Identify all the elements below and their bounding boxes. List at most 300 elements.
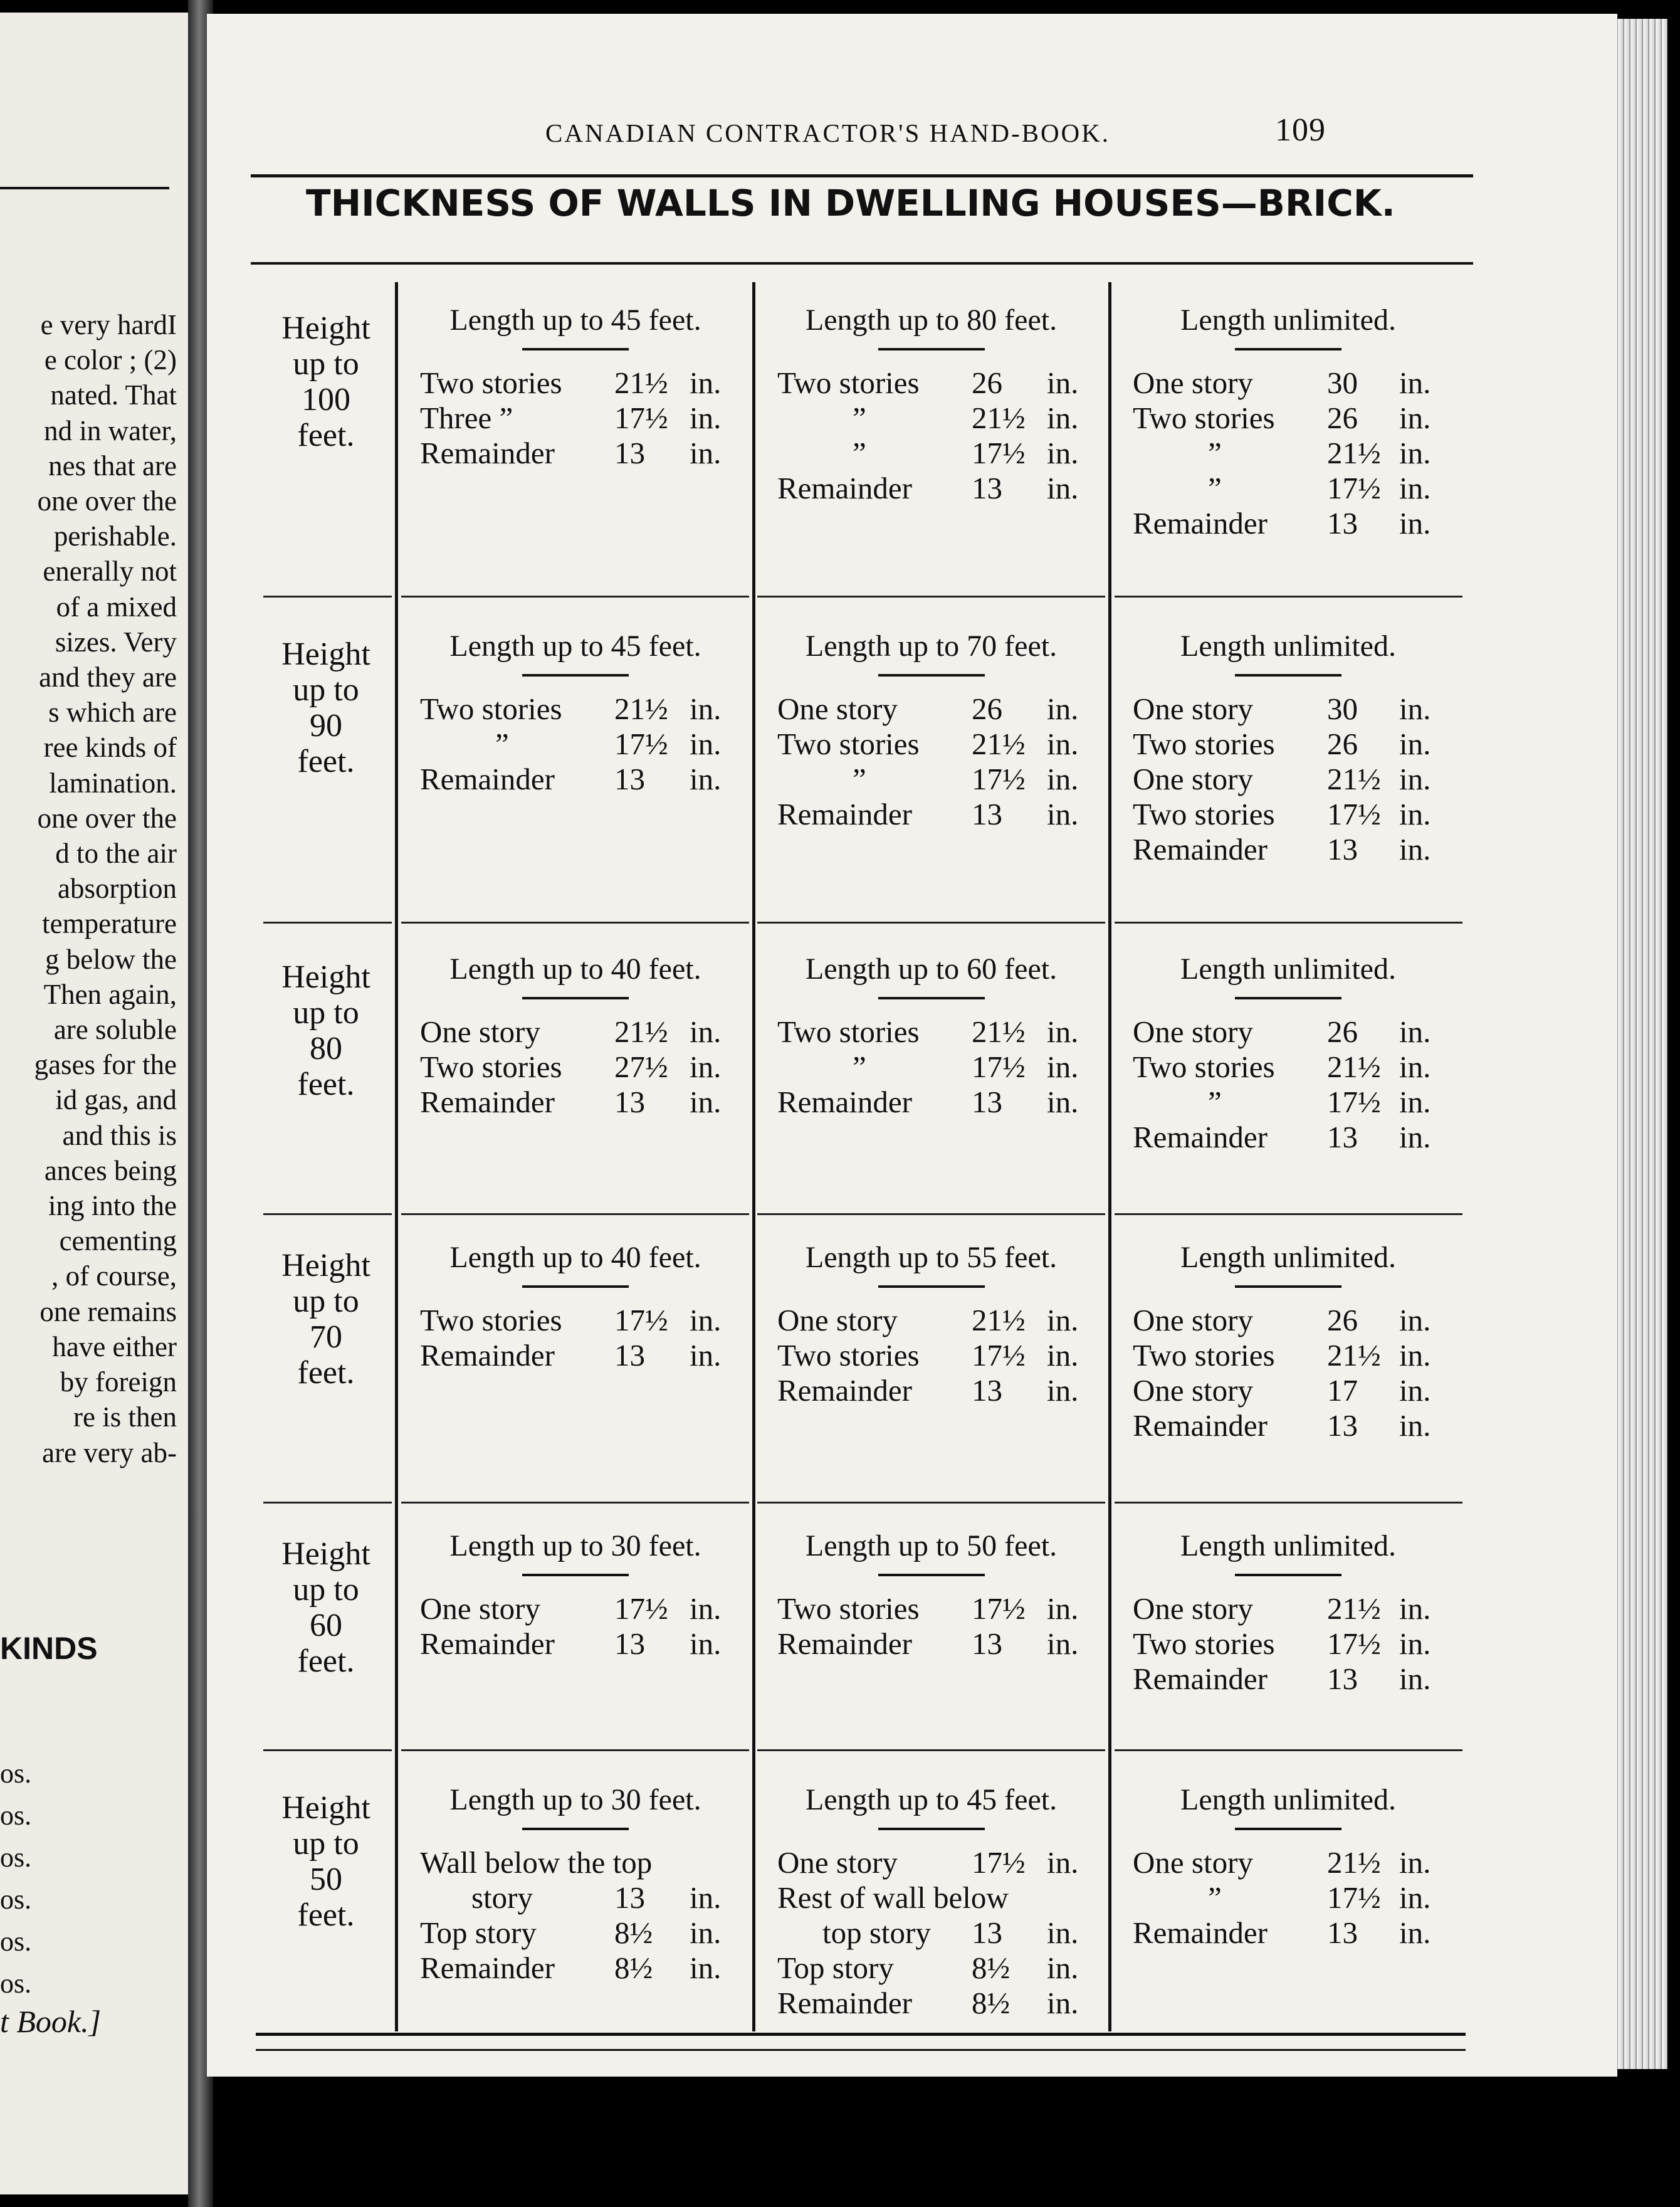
entry-value: 21½ xyxy=(1327,762,1381,796)
entry-list xyxy=(420,366,740,471)
entry-unit: in. xyxy=(690,692,722,726)
entry-unit: in. xyxy=(1047,1303,1079,1337)
row-separator xyxy=(757,922,1105,924)
left-page-list-item: os. xyxy=(0,1884,32,1915)
entry-unit: in. xyxy=(690,401,722,435)
entry-label: Remainder xyxy=(777,1085,912,1119)
height-label-line: up to xyxy=(293,995,359,1031)
entry-unit: in. xyxy=(690,1591,722,1626)
entry-value: 26 xyxy=(972,366,1002,400)
row-separator xyxy=(1115,596,1462,598)
left-page-line: nes that are xyxy=(48,450,177,482)
heading-underline xyxy=(1235,1285,1341,1288)
entry-value: 17½ xyxy=(972,436,1026,470)
header-rule xyxy=(251,174,1473,177)
column-heading: Length up to 70 feet. xyxy=(805,629,1058,663)
entry-label: One story xyxy=(1133,762,1253,796)
entry-list xyxy=(1133,1014,1452,1155)
left-page-line: id gas, and xyxy=(55,1084,177,1116)
entry-value: 26 xyxy=(1327,1014,1358,1049)
entry-unit: in. xyxy=(1399,1120,1431,1154)
entry-unit: in. xyxy=(690,366,722,400)
entry-label: Remainder xyxy=(420,1338,555,1372)
entry-label: ” xyxy=(1208,1085,1222,1119)
entry-label: Three ” xyxy=(420,401,513,435)
left-page-line: and they are xyxy=(39,661,177,693)
entry-label: Two stories xyxy=(420,366,562,400)
entry-row xyxy=(777,797,1094,832)
entry-label: Remainder xyxy=(420,762,555,796)
height-label-line: up to xyxy=(293,672,359,708)
entry-list xyxy=(777,692,1094,832)
entry-value: 26 xyxy=(1327,727,1358,761)
entry-unit: in. xyxy=(1047,1845,1079,1880)
entry-row xyxy=(420,692,740,727)
entry-row xyxy=(420,727,740,762)
entry-unit: in. xyxy=(1399,1014,1431,1049)
heading-underline xyxy=(1235,348,1341,350)
height-label-line: 70 xyxy=(310,1319,342,1355)
column-heading: Length up to 40 feet. xyxy=(449,1241,701,1274)
heading-underline xyxy=(878,997,985,999)
entry-row xyxy=(420,1880,740,1915)
entry-row xyxy=(777,1591,1094,1626)
column-heading: Length unlimited. xyxy=(1180,1241,1396,1274)
entry-row xyxy=(1133,1014,1452,1050)
entry-value: 26 xyxy=(972,692,1002,726)
entry-unit: in. xyxy=(1047,1915,1079,1950)
heading-underline xyxy=(522,1828,629,1830)
entry-label: Remainder xyxy=(777,1626,912,1661)
entry-row xyxy=(1133,436,1452,471)
entry-label: ” xyxy=(853,762,866,796)
height-label-line: 60 xyxy=(310,1608,342,1643)
height-label-line: up to xyxy=(293,1826,359,1862)
entry-row xyxy=(777,1338,1094,1373)
entry-label: Top story xyxy=(420,1915,537,1950)
entry-value: 8½ xyxy=(972,1951,1011,1985)
row-separator xyxy=(401,1749,749,1751)
left-page-line: e color ; (2) xyxy=(44,344,177,376)
entry-row xyxy=(1133,797,1452,832)
height-label xyxy=(263,1248,389,1391)
entry-value: 21½ xyxy=(972,1014,1026,1049)
heading-underline xyxy=(1235,997,1341,999)
left-page-line: of a mixed xyxy=(56,591,177,623)
entry-value: 13 xyxy=(614,1085,645,1119)
left-page-line: , of course, xyxy=(51,1260,177,1292)
entry-label: One story xyxy=(1133,1373,1253,1408)
left-page-footer: t Book.] xyxy=(0,2004,102,2039)
entry-row xyxy=(777,1303,1094,1338)
entry-row xyxy=(420,1591,740,1626)
left-page-line: g below the xyxy=(45,943,177,975)
height-label-line: 80 xyxy=(310,1031,342,1067)
entry-unit: in. xyxy=(1047,401,1079,435)
entry-value: 21½ xyxy=(1327,1591,1381,1626)
entry-row xyxy=(420,1085,740,1120)
entry-unit: in. xyxy=(1399,1338,1431,1372)
row-separator xyxy=(1115,922,1462,924)
entry-row xyxy=(1133,1591,1452,1626)
column-heading: Length up to 60 feet. xyxy=(805,952,1058,986)
entry-label: Remainder xyxy=(777,1373,912,1408)
bottom-rule-thin xyxy=(256,2049,1466,2051)
entry-unit: in. xyxy=(1399,1662,1431,1696)
entry-unit: in. xyxy=(1399,1408,1431,1443)
entry-value: 27½ xyxy=(614,1050,668,1084)
entry-label: Two stories xyxy=(1133,797,1275,831)
entry-unit: in. xyxy=(1399,1626,1431,1661)
entry-row xyxy=(777,727,1094,762)
row-separator xyxy=(401,1502,749,1504)
left-page-line: e very hardΙ xyxy=(40,309,177,340)
entry-row xyxy=(420,366,740,401)
entry-value: 17½ xyxy=(1327,1626,1381,1661)
left-page-line: by foreign xyxy=(60,1366,177,1398)
entry-row xyxy=(1133,401,1452,436)
entry-unit: in. xyxy=(690,1915,722,1950)
entry-row xyxy=(420,436,740,471)
entry-label: ” xyxy=(853,436,866,470)
entry-value: 21½ xyxy=(1327,436,1381,470)
left-page-line: absorption xyxy=(58,873,177,905)
left-page-line: are very ab- xyxy=(42,1436,177,1468)
row-separator xyxy=(263,922,392,924)
page-title: THICKNESS OF WALLS IN DWELLING HOUSES—BRICK. xyxy=(306,182,1395,224)
entry-row xyxy=(1133,1303,1452,1338)
column-heading: Length unlimited. xyxy=(1180,1783,1396,1816)
left-page-line: ree kinds of xyxy=(43,732,177,764)
height-label xyxy=(263,1536,389,1679)
entry-unit: in. xyxy=(1047,1986,1079,2020)
height-label-line: Height xyxy=(281,1790,370,1826)
entry-list xyxy=(420,1014,740,1120)
row-separator xyxy=(757,1213,1105,1215)
entry-unit: in. xyxy=(690,1085,722,1119)
entry-label: One story xyxy=(777,1845,898,1880)
entry-value: 13 xyxy=(972,1626,1002,1661)
entry-value: 17½ xyxy=(614,1303,668,1337)
left-page-list-item: os. xyxy=(0,1800,32,1831)
entry-row xyxy=(420,1338,740,1373)
entry-row xyxy=(1133,1408,1452,1443)
left-page-heading: KINDS xyxy=(0,1631,98,1666)
entry-value: 21½ xyxy=(614,1014,668,1049)
entry-unit: in. xyxy=(690,1050,722,1084)
entry-unit: in. xyxy=(690,436,722,470)
left-page-line: are soluble xyxy=(53,1014,177,1046)
row-separator xyxy=(263,1749,392,1751)
entry-unit: in. xyxy=(690,1626,722,1661)
entry-row xyxy=(777,1880,1094,1915)
row-separator xyxy=(1115,1749,1462,1751)
entry-unit: in. xyxy=(1047,762,1079,796)
entry-unit: in. xyxy=(1399,1880,1431,1915)
row-separator xyxy=(401,596,749,598)
left-page-line: ing into the xyxy=(48,1190,177,1222)
entry-list xyxy=(420,1303,740,1373)
entry-value: 17½ xyxy=(1327,471,1381,505)
column-heading: Length unlimited. xyxy=(1180,629,1396,663)
entry-value: 13 xyxy=(972,1915,1002,1950)
entry-label: Two stories xyxy=(1133,1626,1275,1661)
entry-unit: in. xyxy=(1047,692,1079,726)
height-label xyxy=(263,310,389,453)
column-heading: Length unlimited. xyxy=(1180,303,1396,337)
entry-unit: in. xyxy=(690,1880,722,1915)
entry-label: One story xyxy=(1133,1591,1253,1626)
left-page-line: have either xyxy=(52,1330,177,1362)
entry-label: Two stories xyxy=(777,1591,920,1626)
left-page-text xyxy=(0,307,177,1470)
entry-label: Remainder xyxy=(1133,1915,1268,1950)
entry-unit: in. xyxy=(1047,366,1079,400)
entry-row xyxy=(1133,762,1452,797)
entry-unit: in. xyxy=(1047,1591,1079,1626)
entry-list xyxy=(1133,366,1452,541)
entry-value: 13 xyxy=(614,1338,645,1372)
entry-value: 17½ xyxy=(972,1050,1026,1084)
entry-label: story xyxy=(471,1880,533,1915)
entry-unit: in. xyxy=(690,1951,722,1985)
left-page-line: one over the xyxy=(37,485,177,517)
heading-underline xyxy=(878,1828,985,1830)
entry-value: 13 xyxy=(1327,1408,1358,1443)
heading-underline xyxy=(878,348,985,350)
row-separator xyxy=(263,1502,392,1504)
entry-label: One story xyxy=(1133,366,1253,400)
entry-value: 13 xyxy=(972,471,1002,505)
entry-row xyxy=(1133,1845,1452,1880)
entry-unit: in. xyxy=(690,1014,722,1049)
left-page-line: one over the xyxy=(37,802,177,834)
entry-row xyxy=(777,1915,1094,1951)
entry-value: 8½ xyxy=(614,1915,653,1950)
entry-unit: in. xyxy=(1399,1303,1431,1337)
entry-row xyxy=(777,1986,1094,2021)
entry-row xyxy=(1133,1662,1452,1697)
entry-row xyxy=(777,1085,1094,1120)
page-edge xyxy=(1614,19,1667,2069)
heading-underline xyxy=(1235,1574,1341,1576)
entry-unit: in. xyxy=(1399,401,1431,435)
entry-value: 21½ xyxy=(614,692,668,726)
entry-label: Remainder xyxy=(1133,832,1268,866)
heading-underline xyxy=(1235,674,1341,677)
entry-label: One story xyxy=(1133,1845,1253,1880)
entry-unit: in. xyxy=(690,1303,722,1337)
row-separator xyxy=(757,1749,1105,1751)
column-heading: Length up to 45 feet. xyxy=(449,629,701,663)
entry-row xyxy=(1133,692,1452,727)
entry-row xyxy=(777,1014,1094,1050)
entry-unit: in. xyxy=(690,762,722,796)
entry-row xyxy=(1133,1880,1452,1915)
entry-row xyxy=(420,1845,740,1880)
row-separator xyxy=(1115,1502,1462,1504)
entry-label: Two stories xyxy=(1133,1050,1275,1084)
entry-value: 21½ xyxy=(1327,1338,1381,1372)
entry-label: One story xyxy=(1133,1014,1253,1049)
entry-row xyxy=(777,692,1094,727)
entry-list xyxy=(1133,692,1452,867)
entry-row xyxy=(1133,1085,1452,1120)
height-label-line: Height xyxy=(281,1536,370,1572)
entry-row xyxy=(420,1050,740,1085)
entry-row xyxy=(420,1951,740,1986)
entry-value: 17½ xyxy=(972,762,1026,796)
bottom-rule xyxy=(256,2033,1466,2036)
height-label xyxy=(263,1790,389,1933)
entry-label: Top story xyxy=(777,1951,894,1985)
entry-value: 13 xyxy=(614,1880,645,1915)
entry-unit: in. xyxy=(1047,1951,1079,1985)
entry-unit: in. xyxy=(1047,471,1079,505)
row-separator xyxy=(263,1213,392,1215)
entry-row xyxy=(777,366,1094,401)
entry-list xyxy=(777,1591,1094,1662)
height-label-line: Height xyxy=(281,310,370,346)
height-label-line: feet. xyxy=(297,744,355,779)
entry-value: 21½ xyxy=(1327,1050,1381,1084)
entry-value: 13 xyxy=(1327,1915,1358,1950)
entry-label: Two stories xyxy=(420,1303,562,1337)
column-divider xyxy=(395,282,398,2031)
left-page-list xyxy=(0,1752,31,2004)
column-divider xyxy=(1108,282,1111,2031)
height-label-line: Height xyxy=(281,1248,370,1283)
entry-label: One story xyxy=(420,1591,540,1626)
entry-list xyxy=(1133,1303,1452,1443)
column-divider xyxy=(752,282,755,2031)
row-separator xyxy=(263,596,392,598)
entry-value: 30 xyxy=(1327,692,1358,726)
heading-underline xyxy=(878,1285,985,1288)
left-page-line: sizes. Very xyxy=(55,626,177,658)
entry-unit: in. xyxy=(1047,797,1079,831)
heading-underline xyxy=(878,674,985,677)
entry-unit: in. xyxy=(1047,727,1079,761)
entry-unit: in. xyxy=(1399,366,1431,400)
row-separator xyxy=(757,596,1105,598)
column-heading: Length up to 40 feet. xyxy=(449,952,701,986)
entry-row xyxy=(777,471,1094,506)
entry-row xyxy=(777,762,1094,797)
entry-unit: in. xyxy=(1399,1050,1431,1084)
heading-underline xyxy=(878,1574,985,1576)
entry-row xyxy=(420,401,740,436)
column-heading: Length up to 45 feet. xyxy=(449,303,701,337)
entry-label: ” xyxy=(1208,1880,1222,1915)
height-label-line: 90 xyxy=(310,708,342,744)
entry-unit: in. xyxy=(1399,762,1431,796)
entry-list xyxy=(1133,1845,1452,1951)
entry-value: 13 xyxy=(1327,832,1358,866)
title-rule xyxy=(251,262,1473,265)
left-page-line: s which are xyxy=(48,697,177,729)
left-page-line: temperature xyxy=(42,908,177,940)
entry-value: 26 xyxy=(1327,1303,1358,1337)
entry-unit: in. xyxy=(1399,436,1431,470)
entry-value: 13 xyxy=(614,762,645,796)
entry-list xyxy=(777,1845,1094,2021)
left-page-rule xyxy=(0,187,169,189)
entry-label: One story xyxy=(777,1303,898,1337)
row-separator xyxy=(757,1502,1105,1504)
entry-list xyxy=(420,1845,740,1986)
entry-row xyxy=(777,1626,1094,1662)
entry-value: 8½ xyxy=(972,1986,1011,2020)
entry-row xyxy=(777,1373,1094,1408)
entry-value: 17½ xyxy=(972,1845,1026,1880)
column-heading: Length up to 45 feet. xyxy=(805,1783,1058,1816)
entry-value: 13 xyxy=(1327,506,1358,540)
left-page-line: Then again, xyxy=(43,978,177,1010)
entry-unit: in. xyxy=(1399,506,1431,540)
entry-row xyxy=(1133,1120,1452,1155)
entry-value: 26 xyxy=(1327,401,1358,435)
left-page-line: d to the air xyxy=(55,838,177,870)
entry-list xyxy=(777,366,1094,506)
column-heading: Length up to 50 feet. xyxy=(805,1529,1058,1562)
entry-row xyxy=(420,1303,740,1338)
entry-label: Two stories xyxy=(777,727,920,761)
entry-row xyxy=(777,436,1094,471)
height-label-line: up to xyxy=(293,346,359,382)
entry-row xyxy=(1133,1050,1452,1085)
entry-row xyxy=(420,762,740,797)
column-heading: Length up to 80 feet. xyxy=(805,303,1058,337)
entry-label: Two stories xyxy=(1133,1338,1275,1372)
entry-unit: in. xyxy=(1399,471,1431,505)
entry-row xyxy=(1133,471,1452,506)
left-page xyxy=(0,13,194,2194)
height-label-line: up to xyxy=(293,1572,359,1608)
entry-value: 21½ xyxy=(1327,1845,1381,1880)
left-page-list-item: os. xyxy=(0,1968,32,1999)
entry-value: 17½ xyxy=(614,727,668,761)
height-label-line: 100 xyxy=(302,382,350,418)
row-separator xyxy=(1115,1213,1462,1215)
entry-label: Remainder xyxy=(420,1085,555,1119)
left-page-list-item: os. xyxy=(0,1842,32,1873)
entry-label: Remainder xyxy=(420,1951,555,1985)
entry-label: Remainder xyxy=(777,797,912,831)
entry-label: Rest of wall below xyxy=(777,1880,1009,1915)
entry-label: Remainder xyxy=(1133,1662,1268,1696)
left-page-line: nated. That xyxy=(50,379,177,411)
entry-label: Remainder xyxy=(777,1986,912,2020)
entry-value: 17½ xyxy=(1327,1880,1381,1915)
entry-label: Two stories xyxy=(420,692,562,726)
entry-row xyxy=(420,1626,740,1662)
entry-row xyxy=(1133,832,1452,867)
entry-value: 17½ xyxy=(972,1591,1026,1626)
column-heading: Length unlimited. xyxy=(1180,952,1396,986)
left-page-line: perishable. xyxy=(53,520,177,552)
entry-row xyxy=(777,1050,1094,1085)
entry-list xyxy=(420,692,740,797)
entry-row xyxy=(1133,1373,1452,1408)
entry-label: ” xyxy=(1208,471,1222,505)
height-label xyxy=(263,959,389,1102)
height-label-line: feet. xyxy=(297,1355,355,1391)
entry-label: Two stories xyxy=(777,1014,920,1049)
entry-unit: in. xyxy=(690,727,722,761)
height-label-line: 50 xyxy=(310,1862,342,1897)
entry-label: Two stories xyxy=(777,1338,920,1372)
